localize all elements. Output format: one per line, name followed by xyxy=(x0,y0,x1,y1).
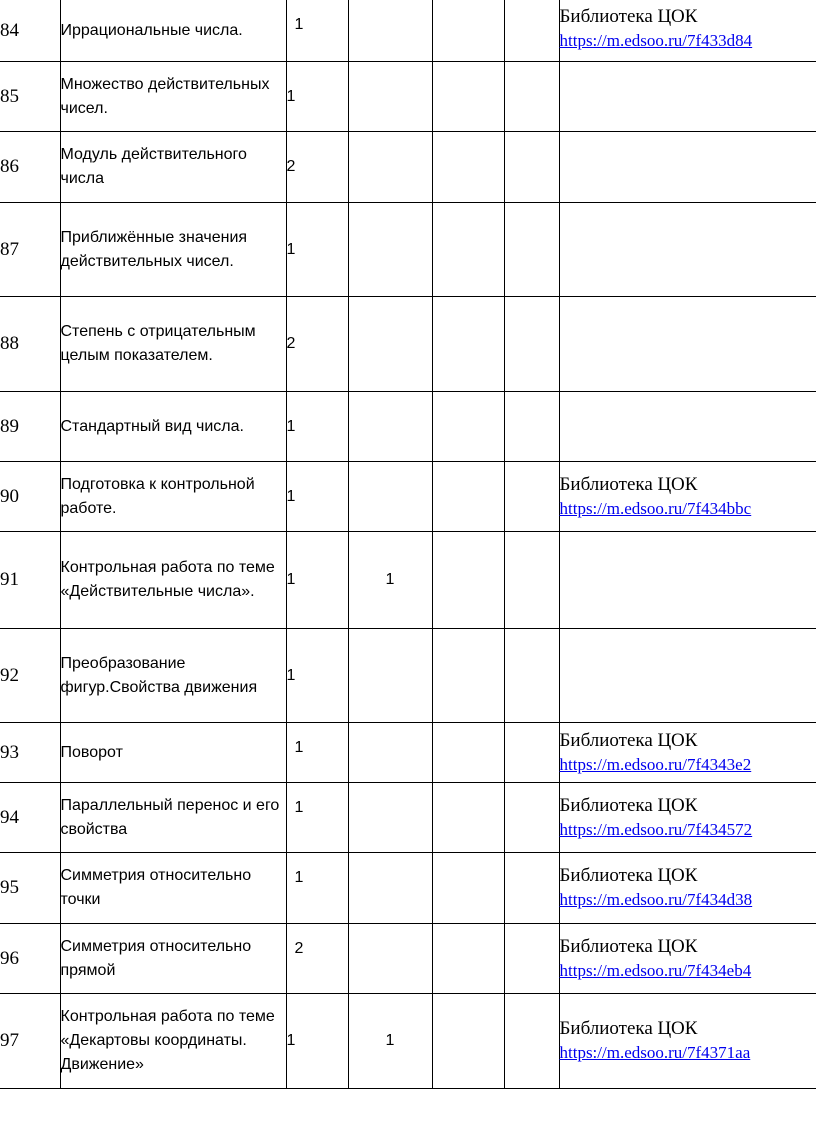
lesson-topic: Приближённые значения действительных чисел. xyxy=(60,203,286,297)
lesson-hours: 1 xyxy=(286,203,348,297)
lesson-test-hours xyxy=(348,462,432,532)
resource-link[interactable]: https://m.edsoo.ru/7f434eb4 xyxy=(559,960,752,980)
lesson-test-hours xyxy=(348,853,432,924)
lesson-row xyxy=(0,723,816,783)
lesson-row xyxy=(0,783,816,853)
lesson-resources xyxy=(559,783,816,853)
lesson-topic: Множество действительных чисел. xyxy=(60,62,286,132)
lesson-number: 84 xyxy=(0,0,60,62)
lesson-date xyxy=(504,629,559,723)
lesson-test-hours xyxy=(348,132,432,203)
lesson-hours: 1 xyxy=(286,0,348,62)
lesson-practice-hours xyxy=(432,783,504,853)
resource-link[interactable]: https://m.edsoo.ru/7f434bbc xyxy=(559,498,752,518)
lesson-hours: 1 xyxy=(286,994,348,1089)
lesson-number: 92 xyxy=(0,629,60,723)
lesson-topic: Поворот xyxy=(60,723,286,783)
lesson-date xyxy=(504,853,559,924)
resource-title: Библиотека ЦОК xyxy=(559,1018,698,1039)
lesson-topic: Подготовка к контрольной работе. xyxy=(60,462,286,532)
lesson-row xyxy=(0,532,816,629)
resource-title: Библиотека ЦОК xyxy=(559,794,698,816)
lesson-test-hours xyxy=(348,203,432,297)
lesson-practice-hours xyxy=(432,203,504,297)
lesson-resources xyxy=(559,994,816,1089)
lesson-row xyxy=(0,629,816,723)
lesson-test-hours xyxy=(348,297,432,392)
lesson-number: 95 xyxy=(0,853,60,924)
lesson-row xyxy=(0,132,816,203)
lesson-row xyxy=(0,853,816,924)
lesson-test-hours: 1 xyxy=(348,532,432,629)
lesson-test-hours xyxy=(348,0,432,62)
lesson-resources xyxy=(559,297,816,392)
lesson-practice-hours xyxy=(432,532,504,629)
lesson-practice-hours xyxy=(432,392,504,462)
lesson-hours: 1 xyxy=(286,629,348,723)
lesson-row xyxy=(0,994,816,1089)
lesson-row xyxy=(0,0,816,62)
lesson-practice-hours xyxy=(432,297,504,392)
resource-title: Библиотека ЦОК xyxy=(559,6,698,27)
lesson-resources xyxy=(559,629,816,723)
lesson-resources xyxy=(559,62,816,132)
lesson-practice-hours xyxy=(432,62,504,132)
lesson-topic: Контрольная работа по теме «Действительные числа». xyxy=(60,532,286,629)
lesson-number: 86 xyxy=(0,132,60,203)
lesson-practice-hours xyxy=(432,132,504,203)
lesson-topic: Симметрия относительно точки xyxy=(60,853,286,924)
resource-link[interactable]: https://m.edsoo.ru/7f4343e2 xyxy=(559,754,752,774)
lesson-hours: 1 xyxy=(286,462,348,532)
lesson-date xyxy=(504,532,559,629)
lesson-resources xyxy=(559,924,816,994)
lesson-test-hours xyxy=(348,924,432,994)
lesson-resources xyxy=(559,723,816,783)
lesson-practice-hours xyxy=(432,723,504,783)
lesson-number: 90 xyxy=(0,462,60,532)
lesson-topic: Параллельный перенос и его свойства xyxy=(60,783,286,853)
lesson-topic: Модуль действительного числа xyxy=(60,132,286,203)
lesson-date xyxy=(504,203,559,297)
lesson-date xyxy=(504,783,559,853)
lesson-number: 94 xyxy=(0,783,60,853)
lesson-resources xyxy=(559,132,816,203)
lesson-hours: 1 xyxy=(286,532,348,629)
resource-link[interactable]: https://m.edsoo.ru/7f434d38 xyxy=(559,890,753,909)
lesson-hours: 2 xyxy=(286,297,348,392)
lesson-date xyxy=(504,924,559,994)
resource-link[interactable]: https://m.edsoo.ru/7f434572 xyxy=(559,819,753,839)
lesson-number: 97 xyxy=(0,994,60,1089)
lesson-resources xyxy=(559,0,816,62)
lesson-topic: Симметрия относительно прямой xyxy=(60,924,286,994)
lesson-row xyxy=(0,62,816,132)
lesson-date xyxy=(504,392,559,462)
lesson-date xyxy=(504,62,559,132)
lesson-topic: Контрольная работа по теме «Декартовы координаты. Движение» xyxy=(60,994,286,1089)
lesson-test-hours xyxy=(348,783,432,853)
lesson-test-hours xyxy=(348,723,432,783)
lesson-topic: Преобразование фигур.Свойства движения xyxy=(60,629,286,723)
lesson-resources xyxy=(559,532,816,629)
lesson-row xyxy=(0,392,816,462)
resource-title: Библиотека ЦОК xyxy=(559,865,698,886)
lesson-row xyxy=(0,462,816,532)
resource-title: Библиотека ЦОК xyxy=(559,729,698,751)
lesson-topic: Иррациональные числа. xyxy=(60,0,286,62)
resource-link[interactable]: https://m.edsoo.ru/7f4371aa xyxy=(559,1043,751,1062)
lesson-row xyxy=(0,203,816,297)
lesson-test-hours xyxy=(348,629,432,723)
lesson-topic: Стандартный вид числа. xyxy=(60,392,286,462)
lesson-hours: 2 xyxy=(286,132,348,203)
lesson-number: 87 xyxy=(0,203,60,297)
lesson-row xyxy=(0,297,816,392)
lesson-resources xyxy=(559,853,816,924)
resource-title: Библиотека ЦОК xyxy=(559,935,698,957)
lesson-test-hours xyxy=(348,392,432,462)
resource-title: Библиотека ЦОК xyxy=(559,473,698,495)
lesson-hours: 1 xyxy=(286,723,348,783)
lesson-resources xyxy=(559,462,816,532)
lesson-hours: 1 xyxy=(286,853,348,924)
lesson-date xyxy=(504,0,559,62)
lesson-row xyxy=(0,924,816,994)
lesson-practice-hours xyxy=(432,924,504,994)
lesson-resources xyxy=(559,203,816,297)
lesson-number: 85 xyxy=(0,62,60,132)
lesson-hours: 1 xyxy=(286,62,348,132)
lesson-number: 93 xyxy=(0,723,60,783)
lesson-number: 89 xyxy=(0,392,60,462)
lesson-topic: Степень с отрицательным целым показателем. xyxy=(60,297,286,392)
lesson-number: 96 xyxy=(0,924,60,994)
lesson-date xyxy=(504,994,559,1089)
lesson-number: 91 xyxy=(0,532,60,629)
lesson-practice-hours xyxy=(432,994,504,1089)
lesson-practice-hours xyxy=(432,0,504,62)
lesson-date xyxy=(504,723,559,783)
lesson-date xyxy=(504,297,559,392)
lesson-date xyxy=(504,462,559,532)
lesson-hours: 1 xyxy=(286,392,348,462)
lesson-practice-hours xyxy=(432,629,504,723)
lesson-test-hours: 1 xyxy=(348,994,432,1089)
lesson-test-hours xyxy=(348,62,432,132)
lesson-number: 88 xyxy=(0,297,60,392)
lesson-practice-hours xyxy=(432,462,504,532)
lesson-practice-hours xyxy=(432,853,504,924)
resource-link[interactable]: https://m.edsoo.ru/7f433d84 xyxy=(559,31,753,50)
lesson-hours: 2 xyxy=(286,924,348,994)
lesson-hours: 1 xyxy=(286,783,348,853)
lesson-resources xyxy=(559,392,816,462)
lesson-date xyxy=(504,132,559,203)
